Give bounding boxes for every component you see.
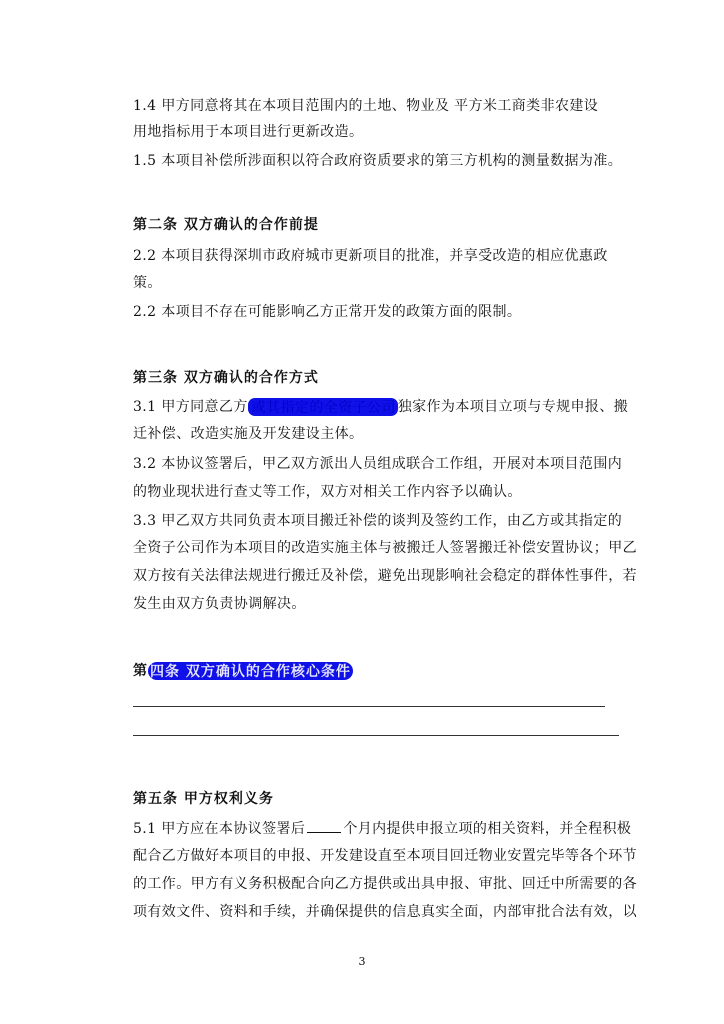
article-5-heading: 第五条 甲方权利义务 <box>133 791 274 807</box>
paragraph-5-1-suffix: 个月内提供申报立项的相关资料，并全程积极 <box>343 821 632 837</box>
paragraph-3-3-line-2: 全资子公司作为本项目的改造实施主体与被搬迁人签署搬迁补偿安置协议；甲乙 <box>133 540 637 556</box>
paragraph-3-2-line-2: 的物业现状进行查丈等工作，双方对相关工作内容予以确认。 <box>133 484 522 500</box>
highlight-mark <box>248 398 398 416</box>
paragraph-3-1-prefix: 3.1 甲方同意乙方 <box>133 399 248 415</box>
paragraph-3-1-line-2: 迁补偿、改造实施及开发建设主体。 <box>133 426 364 442</box>
paragraph-2-2a-line-2: 策。 <box>133 275 162 291</box>
paragraph-1-4-line-1: 1.4 甲方同意将其在本项目范围内的土地、物业及 平方米工商类非农建设 <box>133 98 599 114</box>
article-2-heading: 第二条 双方确认的合作前提 <box>133 217 319 233</box>
paragraph-3-2-line-1: 3.2 本协议签署后，甲乙双方派出人员组成联合工作组，开展对本项目范围内 <box>133 456 623 472</box>
paragraph-2-2b: 2.2 本项目不存在可能影响乙方正常开发的政策方面的限制。 <box>133 304 522 320</box>
blank-months-field <box>307 818 341 833</box>
paragraph-1-4-line-2: 用地指标用于本项目进行更新改造。 <box>133 124 364 140</box>
paragraph-5-1-line-3: 的工作。甲方有义务积极配合向乙方提供或出具申报、审批、回迁中所需要的各 <box>133 876 637 892</box>
article-4-highlight <box>148 662 353 680</box>
article-4-heading-text: 四条 双方确认的合作核心条件 <box>150 664 351 680</box>
article-3-heading: 第三条 双方确认的合作方式 <box>133 370 319 386</box>
paragraph-5-1-line-2: 配合乙方做好本项目的申报、开发建设直至本项目回迁物业安置完毕等各个环节 <box>133 848 637 864</box>
paragraph-3-1-line-1 <box>133 397 628 417</box>
paragraph-3-3-line-3: 双方按有关法律法规进行搬迁及补偿，避免出现影响社会稳定的群体性事件，若 <box>133 568 637 584</box>
paragraph-3-3-line-4: 发生由双方负责协调解决。 <box>133 596 306 612</box>
article-4-heading <box>133 661 353 681</box>
paragraph-5-1-prefix: 5.1 甲方应在本协议签署后 <box>133 821 306 837</box>
paragraph-1-5: 1.5 本项目补偿所涉面积以符合政府资质要求的第三方机构的测量数据为准。 <box>133 153 623 169</box>
page-number: 3 <box>358 955 366 968</box>
highlighted-text: 或其指定的全资子公司 <box>251 400 396 416</box>
paragraph-2-2a-line-1: 2.2 本项目获得深圳市政府城市更新项目的批准，并享受改造的相应优惠政 <box>133 248 608 264</box>
paragraph-5-1-line-1 <box>133 818 631 839</box>
article-4-heading-prefix: 第 <box>133 663 148 679</box>
blank-fill-line-2 <box>133 735 619 736</box>
paragraph-3-3-line-1: 3.3 甲乙双方共同负责本项目搬迁补偿的谈判及签约工作，由乙方或其指定的 <box>133 513 623 529</box>
paragraph-3-1-suffix: 独家作为本项目立项与专规申报、搬 <box>397 399 629 415</box>
blank-fill-line-1 <box>133 706 605 707</box>
paragraph-5-1-line-4: 项有效文件、资料和手续，并确保提供的信息真实全面，内部审批合法有效，以 <box>133 904 637 920</box>
